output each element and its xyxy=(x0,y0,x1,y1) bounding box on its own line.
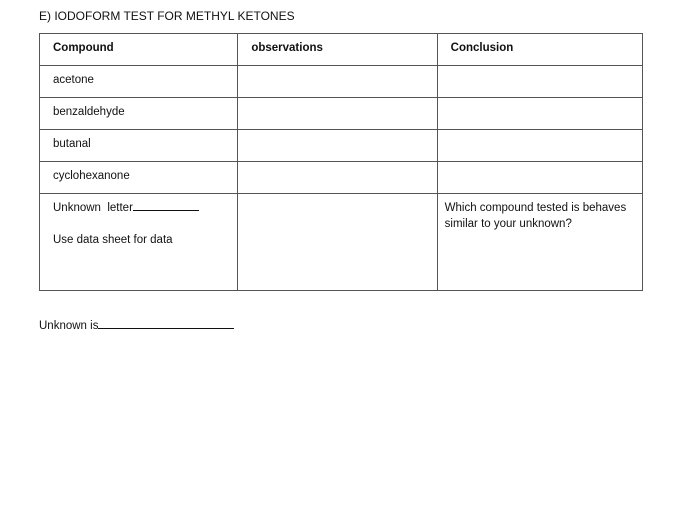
header-observations: observations xyxy=(238,34,437,66)
unknown-is-line xyxy=(39,318,234,332)
header-compound: Compound xyxy=(40,34,238,66)
unknown-compound-cell xyxy=(40,194,238,291)
observations-cell[interactable] xyxy=(238,162,437,194)
table-row xyxy=(40,130,643,162)
unknown-letter-line xyxy=(53,200,231,216)
compound-cell: acetone xyxy=(40,66,238,98)
conclusion-cell[interactable] xyxy=(437,130,642,162)
unknown-row xyxy=(40,194,643,291)
compound-cell: cyclohexanone xyxy=(40,162,238,194)
unknown-observations-cell[interactable] xyxy=(238,194,437,291)
observations-cell[interactable] xyxy=(238,98,437,130)
similarity-question: Which compound tested is behaves similar to your unknown? xyxy=(444,202,627,230)
conclusion-cell[interactable] xyxy=(437,162,642,194)
unknown-conclusion-cell[interactable] xyxy=(437,194,642,291)
section-title: E) IODOFORM TEST FOR METHYL KETONES xyxy=(39,9,295,23)
table-header-row xyxy=(40,34,643,66)
header-conclusion: Conclusion xyxy=(437,34,642,66)
data-sheet-note: Use data sheet for data xyxy=(53,234,173,246)
compound-cell: butanal xyxy=(40,130,238,162)
unknown-letter-blank[interactable] xyxy=(133,200,199,211)
unknown-is-label: Unknown is xyxy=(39,320,99,332)
compound-cell: benzaldehyde xyxy=(40,98,238,130)
unknown-is-blank[interactable] xyxy=(98,318,234,329)
iodoform-results-table xyxy=(39,33,643,291)
table-row xyxy=(40,162,643,194)
observations-cell[interactable] xyxy=(238,66,437,98)
table-row xyxy=(40,66,643,98)
table-row xyxy=(40,98,643,130)
conclusion-cell[interactable] xyxy=(437,66,642,98)
unknown-letter-label: Unknown letter xyxy=(53,202,133,214)
observations-cell[interactable] xyxy=(238,130,437,162)
conclusion-cell[interactable] xyxy=(437,98,642,130)
